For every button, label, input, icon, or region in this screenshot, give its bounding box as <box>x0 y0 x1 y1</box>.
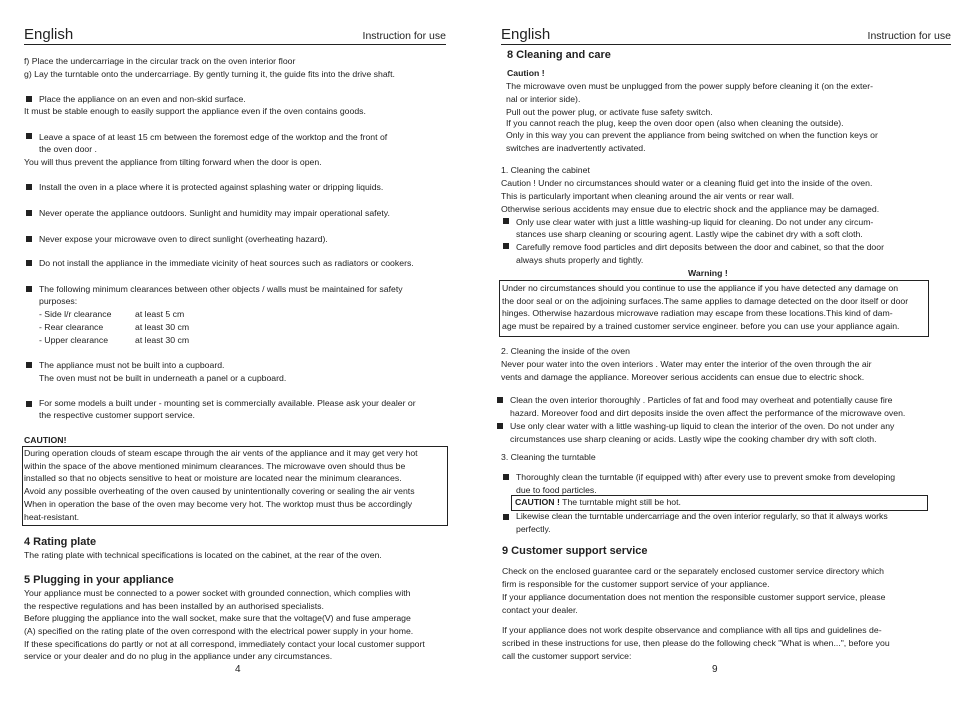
caution-line: If you cannot reach the plug, keep the oven door open (also when cleaning the outside). <box>506 118 844 128</box>
bullet-icon <box>497 423 503 429</box>
list-item: Carefully remove food particles and dirt deposits between the door and cabinet, so that the door <box>516 242 884 252</box>
caution-line: Only in this way you can prevent the appliance from being switched on when the function keys or <box>506 130 878 140</box>
paragraph-line: This is particularly important when cleaning around the air vents or rear wall. <box>501 191 795 201</box>
paragraph-line: firm is responsible for the customer support service of your appliance. <box>502 579 770 589</box>
paragraph-line: Never pour water into the oven interiors . Water may enter the interior of the oven through the air <box>501 359 872 369</box>
bullet-icon <box>503 218 509 224</box>
language-label: English <box>24 26 74 43</box>
list-item-cont: The oven must not be built in underneath a panel or a cupboard. <box>39 373 287 383</box>
list-item: Place the appliance on an even and non-skid surface. <box>39 94 246 104</box>
list-item: Only use clear water with just a little washing-up liquid for cleaning. Do not under any circum- <box>516 217 874 227</box>
list-item-cont: purposes: <box>39 296 78 306</box>
list-item: Never operate the appliance outdoors. Sunlight and humidity may impair operational safety. <box>39 208 390 218</box>
paragraph-line: Caution ! Under no circumstances should water or a cleaning fluid get into the inside of the oven. <box>501 178 873 188</box>
paragraph-line: The rating plate with technical specifications is located on the cabinet, at the rear of the oven. <box>24 550 382 560</box>
install-step-g: g) Lay the turntable onto the undercarriage. By gently turning it, the guide fits into the drive shaft. <box>24 69 395 79</box>
warning-line: the door seal or on the adjoining surfaces.The same applies to damage detected on the door itself or door <box>502 296 909 306</box>
list-item: The following minimum clearances between other objects / walls must be maintained for safety <box>39 284 403 294</box>
paragraph-line: Before plugging the appliance into the wall socket, make sure that the voltage(V) and fuse amperage <box>24 613 411 623</box>
caution-title: CAUTION! <box>24 435 67 445</box>
caution-line: When in operation the base of the oven may become very hot. The worktop must thus be accordingly <box>24 499 413 509</box>
paragraph-line: vents and damage the appliance. Moreover serious accidents can ensue due to electric shock. <box>501 372 865 382</box>
list-item: Do not install the appliance in the immediate vicinity of heat sources such as radiators or cookers. <box>39 258 414 268</box>
bullet-icon <box>26 286 32 292</box>
list-item: Never expose your microwave oven to direct sunlight (overheating hazard). <box>39 234 328 244</box>
list-item-cont: due to food particles. <box>516 485 597 495</box>
caution-line: switches are inadvertently activated. <box>506 143 646 153</box>
subsection-title: 2. Cleaning the inside of the oven <box>501 346 630 356</box>
list-item: For some models a built under - mounting set is commercially available. Please ask your dealer or <box>39 398 416 408</box>
bullet-icon <box>26 96 32 102</box>
bullet-icon <box>26 184 32 190</box>
clearance-name: - Upper clearance <box>39 335 109 345</box>
bullet-icon <box>26 260 32 266</box>
list-item: Thoroughly clean the turntable (if equipped with) after every use to prevent smoke from developing <box>516 472 896 482</box>
list-item: The appliance must not be built into a cupboard. <box>39 360 225 370</box>
page-header <box>24 24 446 45</box>
list-item: Clean the oven interior thoroughly . Particles of fat and food may overheat and potentially cause fire <box>510 395 893 405</box>
list-item: Leave a space of at least 15 cm between the foremost edge of the worktop and the front of <box>39 132 388 142</box>
paragraph-line: service or your dealer and do no plug in the appliance under any circumstances. <box>24 651 333 661</box>
bullet-icon <box>26 362 32 368</box>
warning-line: Under no circumstances should you continue to use the appliance if you have detected any damage on <box>502 283 899 293</box>
caution-line: installed so that no objects sensitive to heat or moisture are located near the minimum clearances. <box>24 473 402 483</box>
language-label: English <box>501 26 551 43</box>
bullet-icon <box>503 514 509 520</box>
paragraph-line: the respective regulations and has been installed by an authorised specialists. <box>24 601 324 611</box>
page-number: 9 <box>712 664 718 675</box>
caution-line: Pull out the power plug, or activate fuse safety switch. <box>506 107 713 117</box>
list-item-cont: hazard. Moreover food and dirt deposits inside the oven affect the performance of the microwave oven. <box>510 408 906 418</box>
bullet-icon <box>503 474 509 480</box>
paragraph-line: If these specifications do partly or not at all correspond, immediately contact your local customer support <box>24 639 425 649</box>
caution-line: During operation clouds of steam escape through the air vents of the appliance and it may get very hot <box>24 448 418 458</box>
list-item-cont: the respective customer support service. <box>39 410 195 420</box>
bullet-icon <box>26 133 32 139</box>
paragraph-line: scribed in these instructions for use, then please do the following check "What is when...", before you <box>502 638 890 648</box>
bullet-icon <box>26 210 32 216</box>
turntable-caution-text: The turntable might still be hot. <box>559 497 681 507</box>
page-number: 4 <box>235 664 241 675</box>
list-item: Install the oven in a place where it is protected against splashing water or dripping liquids. <box>39 182 384 192</box>
bullet-icon <box>26 401 32 407</box>
bullet-icon <box>26 236 32 242</box>
turntable-caution <box>515 496 681 509</box>
paragraph-line: If your appliance does not work despite observance and compliance with all tips and guidelines de- <box>502 625 882 635</box>
list-item-cont: stances use sharp cleaning or scouring agent. Lastly wipe the cabinet dry with a soft cloth. <box>516 229 863 239</box>
paragraph-line: (A) specified on the rating plate of the oven correspond with the electrical power supply in your home. <box>24 626 414 636</box>
section-heading: 5 Plugging in your appliance <box>24 574 174 586</box>
instruction-label: Instruction for use <box>867 30 951 42</box>
list-item: Use only clear water with a little washing-up liquid to clean the interior of the oven. Do not under any <box>510 421 895 431</box>
warning-line: hinges. Otherwise hazardous microwave radiation may escape from these locations.This kind of dam- <box>502 308 893 318</box>
note-text: You will thus prevent the appliance from tilting forward when the door is open. <box>24 157 322 167</box>
bullet-icon <box>503 243 509 249</box>
list-item-cont: always shuts properly and tightly. <box>516 255 644 265</box>
paragraph-line: contact your dealer. <box>502 605 578 615</box>
paragraph-line: If your appliance documentation does not mention the responsible customer support service, please <box>502 592 886 602</box>
bullet-icon <box>497 397 503 403</box>
note-text: It must be stable enough to easily support the appliance even if the oven contains goods. <box>24 106 366 116</box>
section-heading: 9 Customer support service <box>502 545 648 557</box>
turntable-caution-label: CAUTION ! <box>515 497 560 507</box>
paragraph-line: Your appliance must be connected to a power socket with grounded connection, which complies with <box>24 588 411 598</box>
clearance-name: - Rear clearance <box>39 322 104 332</box>
caution-line: Avoid any possible overheating of the oven caused by unintentionally covering or sealing the air vents <box>24 486 415 496</box>
clearance-name: - Side l/r clearance <box>39 309 112 319</box>
caution-label: Caution ! <box>507 68 545 78</box>
warning-title: Warning ! <box>688 268 728 278</box>
caution-line: heat-resistant. <box>24 512 80 522</box>
clearance-value: at least 5 cm <box>135 309 185 319</box>
paragraph-line: Check on the enclosed guarantee card or the separately enclosed customer service directory which <box>502 566 884 576</box>
subsection-title: 3. Cleaning the turntable <box>501 452 596 462</box>
section-heading: 4 Rating plate <box>24 536 97 548</box>
instruction-label: Instruction for use <box>362 30 446 42</box>
subsection-title: 1. Cleaning the cabinet <box>501 165 590 175</box>
install-step-f: f) Place the undercarriage in the circular track on the oven interior floor <box>24 56 296 66</box>
caution-line: within the space of the above mentioned minimum clearances. The microwave oven should thus be <box>24 461 406 471</box>
paragraph-line: Otherwise serious accidents may ensue due to electric shock and the appliance may be damaged. <box>501 204 880 214</box>
clearance-value: at least 30 cm <box>135 335 190 345</box>
list-item-cont: perfectly. <box>516 524 551 534</box>
section-heading: 8 Cleaning and care <box>507 49 611 61</box>
list-item: Likewise clean the turntable undercarriage and the oven interior regularly, so that it always works <box>516 511 888 521</box>
paragraph-line: call the customer support service: <box>502 651 632 661</box>
clearance-value: at least 30 cm <box>135 322 190 332</box>
list-item-cont: the oven door . <box>39 144 97 154</box>
list-item-cont: circumstances use sharp cleaning or acids. Lastly wipe the cooking chamber dry with soft cloth. <box>510 434 877 444</box>
page-header <box>501 24 951 45</box>
caution-line: nal or interior side). <box>506 94 581 104</box>
right-page <box>477 0 954 702</box>
caution-line: The microwave oven must be unplugged from the power supply before cleaning it (on the exter- <box>506 81 874 91</box>
warning-line: age must be repaired by a trained customer service engineer. before you can use your appliance again. <box>502 321 900 331</box>
